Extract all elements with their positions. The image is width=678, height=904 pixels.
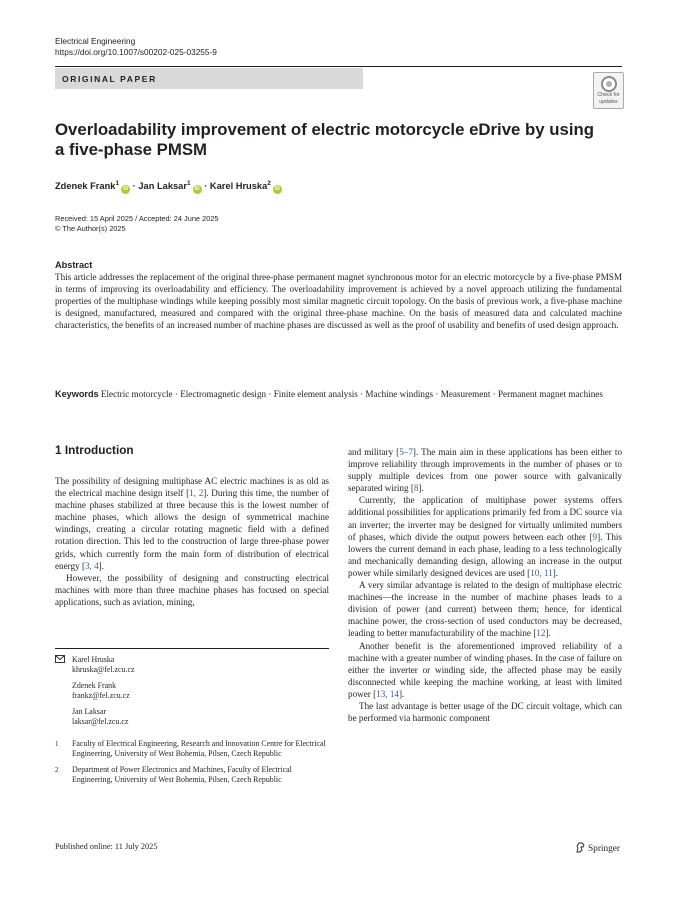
keywords-list: Electric motorcycle · Electromagnetic design · Finite element analysis · Machine windings · Measurement · Permanent magnet machines [100, 389, 603, 399]
contact-entry [55, 707, 329, 727]
citation-link[interactable]: 1, 2 [189, 488, 204, 499]
journal-name: Electrical Engineering [55, 36, 136, 46]
paper-title: Overloadability improvement of electric motorcycle eDrive by using a five-phase PMSM [55, 120, 595, 159]
author-separator: · [204, 181, 208, 191]
doi-link[interactable]: https://doi.org/10.1007/s00202-025-03255-9 [55, 47, 217, 57]
published-online-date: Published online: 11 July 2025 [55, 842, 158, 851]
citation-link[interactable]: 12 [536, 628, 546, 639]
publisher-name: Springer [588, 844, 621, 854]
author-separator: · [132, 181, 136, 191]
footnote-rule [55, 648, 329, 649]
contact-email[interactable]: khruska@fel.zcu.cz [72, 665, 135, 675]
affiliation-entry [55, 765, 329, 785]
check-updates-icon [601, 76, 617, 92]
affiliation-number: 1 [55, 739, 59, 748]
section-heading-introduction: 1 Introduction [55, 443, 134, 457]
received-accepted-dates: Received: 15 April 2025 / Accepted: 24 June 2025 [55, 214, 219, 223]
orcid-icon[interactable]: iD [194, 186, 200, 192]
author-list [55, 180, 282, 194]
corresponding-author [55, 655, 329, 675]
affiliation-text: Department of Power Electronics and Machines, Faculty of Electrical Engineering, University of West Bohemia, Pilsen, Czech Republic [72, 764, 292, 784]
contact-email[interactable]: frankz@fel.zcu.cz [72, 691, 130, 701]
citation-link[interactable]: 10, 11 [530, 567, 553, 578]
citation-link[interactable]: 9 [592, 531, 598, 542]
footnotes [55, 655, 329, 785]
author-affiliation-mark: 1 [186, 180, 191, 187]
orcid-icon[interactable]: iD [274, 186, 280, 192]
author-name[interactable]: Karel Hruska [209, 181, 268, 191]
check-updates-line1: Check for [597, 92, 620, 98]
paper-type-label: ORIGINAL PAPER [62, 74, 157, 84]
keywords-label: Keywords [55, 389, 99, 399]
springer-horse-icon [575, 842, 586, 853]
body-column-left [55, 475, 329, 608]
publisher-logo[interactable] [575, 842, 620, 854]
citation-link[interactable]: 8 [413, 483, 419, 494]
paragraph: The last advantage is better usage of the DC circuit voltage, which can be performed via harmonic component [348, 700, 622, 724]
contact-name: Karel Hruska [72, 655, 115, 664]
contact-email[interactable]: laksar@fel.zcu.cz [72, 717, 129, 727]
author-affiliation-mark: 2 [267, 180, 271, 187]
keywords-block [55, 388, 622, 400]
contact-entry [55, 681, 329, 701]
paragraph: Currently, the application of multiphase power systems offers additional possibilities for applications primarily fed from a DC source via an inverter; the inverter may be designed for virtually unlimited numbers of phases, which divide the output powers between each other [9]. This lowers the current demand in each phase, leading to a less technologically and mechanically demanding design, allowing an increase in the output power while similarly designed devices are used [10, 11]. [348, 495, 622, 578]
check-updates-line2: updates [599, 98, 618, 105]
contact-name: Zdenek Frank [72, 681, 117, 691]
orcid-icon[interactable]: iD [123, 186, 129, 192]
citation-link[interactable]: 13, 14 [376, 688, 399, 699]
body-column-right [348, 446, 622, 724]
envelope-icon [55, 655, 65, 666]
abstract-text: This article addresses the replacement of the original three-phase permanent magnet synchronous motor for an electric motorcycle by a five-phase PMSM in terms of improving its overloadability and efficiency. The overloadability improvement is achieved by a novel approach utilizing the fundamental properties of the multiphase windings while keeping possibly most similar magnetic circuit topology. On the basis of previous work, a five-phase machine is designed, manufactured, measured and compared with the original three-phase machine. On the basis of measured data and calculated machine characteristics, the benefits of an increased number of machine phases are discussed as well as the proof of usability and benefits of used design approach. [55, 272, 622, 331]
article-dates [55, 214, 219, 234]
paragraph: The possibility of designing multiphase AC electric machines is as old as the electrical machine design itself [1, 2]. During this time, the number of machine phases stabilized at three because this is the lowest number of machine phases, which allows the design of symmetrical machine windings, creating a circular rotating magnetic field with a defined rotation direction. This led to the construction of large three-phase power grids, which currently form the main form of distribution of electrical energy [3, 4]. [55, 476, 329, 571]
paragraph: and military [5–7]. The main aim in these applications has been either to improve reliability through improvements in the number of phases or to supply multiple devices from one power source with galvanically separated wiring [8]. [348, 447, 623, 494]
affiliation-number: 2 [55, 765, 59, 774]
contact-name: Jan Laksar [72, 707, 106, 717]
citation-link[interactable]: 5–7 [399, 447, 413, 457]
author-name[interactable]: Zdenek Frank [55, 181, 116, 191]
abstract-heading: Abstract [55, 260, 93, 270]
header-rule [55, 66, 622, 67]
copyright-line: © The Author(s) 2025 [55, 224, 126, 233]
paragraph: A very similar advantage is related to the design of multiphase electric machines—the increase in the number of machine phases leads to a division of power (and current) between them; hence, for identical machine power, the cross-section of used conductors may be decreased, leading to better manufacturability of the machine [12]. [348, 580, 622, 639]
citation-link[interactable]: 3, 4 [84, 560, 99, 571]
author-name[interactable]: Jan Laksar [138, 181, 187, 191]
paragraph: Another benefit is the aforementioned improved reliability of a machine with a greater number of winding phases. In the case of failure on either the inverter or winding side, the affected phase may be easily disconnected while keeping the machine working, at least with limited power [13, 14]. [348, 640, 622, 699]
author-affiliation-mark: 1 [115, 180, 120, 187]
affiliation-text: Faculty of Electrical Engineering, Research and Innovation Centre for Electrical Engineering, University of West Bohemia, Pilsen, Czech Republic [72, 738, 326, 758]
paragraph: However, the possibility of designing and constructing electrical machines with more than three machine phases has focused on special applications, such as aviation, mining, [55, 572, 329, 607]
affiliation-entry [55, 739, 329, 759]
check-for-updates-badge[interactable] [593, 72, 624, 109]
journal-header [55, 36, 217, 58]
